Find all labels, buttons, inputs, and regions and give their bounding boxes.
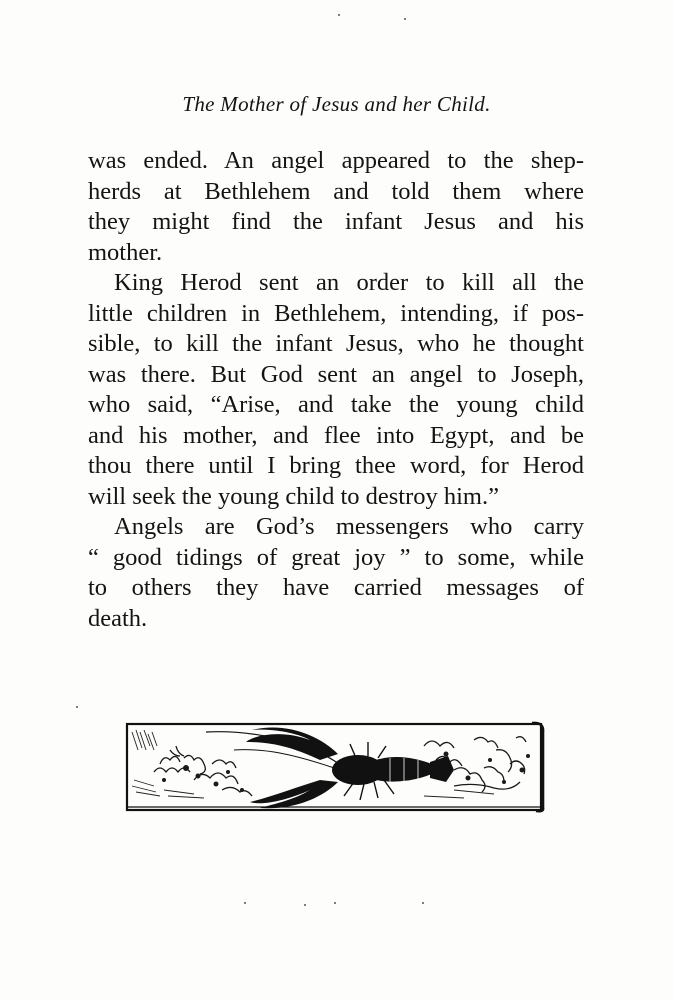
text-line: King Herod sent an order to kill all the [114,269,584,296]
body-text [88,146,584,634]
text-line: thou there until I bring thee word, for Herod [88,452,584,479]
text-line: and his mother, and flee into Egypt, and be [88,421,584,449]
crayfish-tailpiece-icon [124,720,546,814]
text-line: will seek the young child to destroy him.” [88,482,499,510]
text-line: was ended. An angel appeared to the shep- [88,147,584,174]
text-line: who said, “Arise, and take the young child [88,391,584,418]
text-line: death. [88,604,148,632]
paragraph-3 [88,512,584,634]
text-line: they might find the infant Jesus and his [88,208,584,235]
paper-speck [244,902,246,904]
paper-speck [76,706,78,708]
paper-speck [404,18,406,20]
text-line: to others they have carried messages of [88,574,584,601]
paragraph-1 [88,146,584,268]
running-header: The Mother of Jesus and her Child. [182,92,491,116]
text-line: mother. [88,238,163,266]
text-line: herds at Bethlehem and told them where [88,177,584,205]
text-line: “ good tidings of great joy ” to some, while [88,543,584,571]
text-line: was there. But God sent an angel to Joseph, [88,360,584,388]
text-line: sible, to kill the infant Jesus, who he thought [88,330,584,357]
paper-speck [304,904,306,906]
paper-speck [338,14,340,16]
paper-speck [422,902,424,904]
paragraph-2 [88,268,584,512]
text-line: little children in Bethlehem, intending, if pos- [88,299,584,327]
text-line: Angels are God’s messengers who carry [114,513,584,540]
paper-speck [334,902,336,904]
